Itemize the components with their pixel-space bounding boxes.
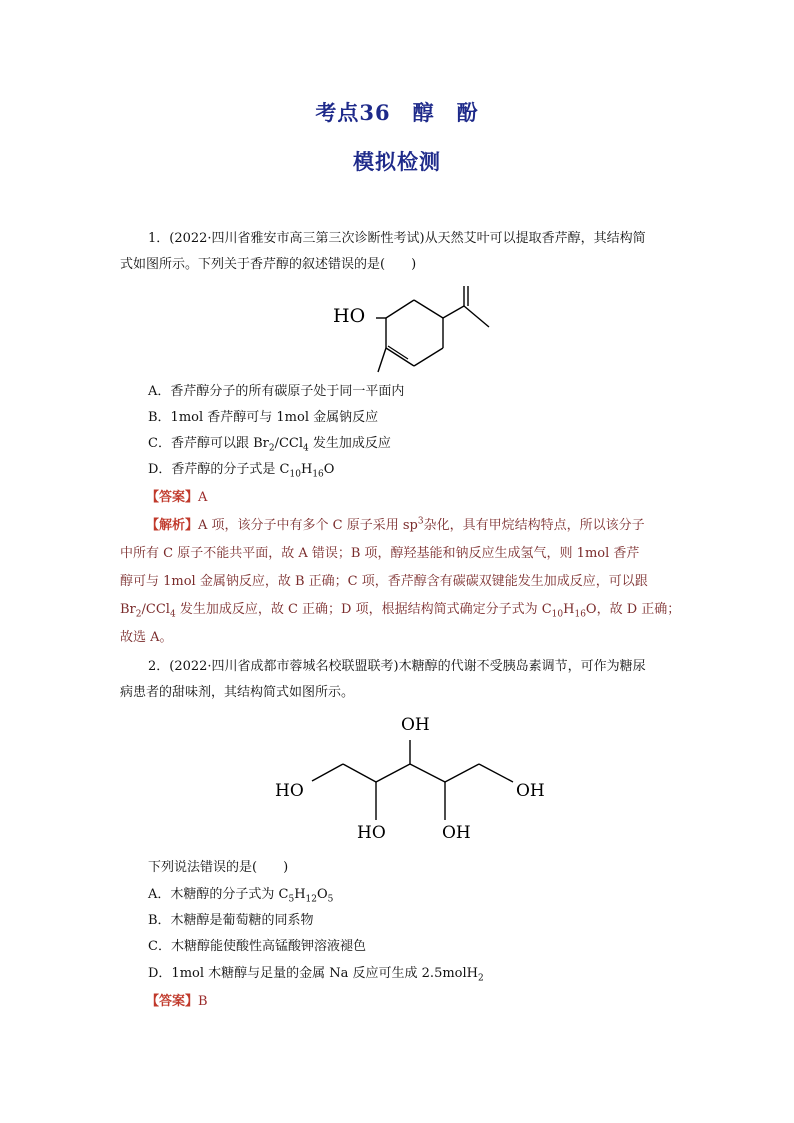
q2-option-b: B．木糖醇是葡萄糖的同系物 <box>148 913 314 928</box>
q2-stem-line2: 病患者的甜味剂，其结构简式如图所示。 <box>120 685 355 700</box>
q2-option-a: A．木糖醇的分子式为 $C_5H_{12}O_5$ <box>148 887 334 905</box>
q1-option-a: A．香芹醇分子的所有碳原子处于同一平面内 <box>148 384 405 399</box>
q2-option-c: C．木糖醇能使酸性高锰酸钾溶液褪色 <box>148 939 366 954</box>
q2-answer: 【答案】B <box>146 994 208 1009</box>
q1-option-c: C．香芹醇可以跟 $Br_2/CCl_4$ 发生加成反应 <box>148 436 391 454</box>
q2-stem-line1: 2．(2022·四川省成都市蓉城名校联盟联考)木糖醇的代谢不受胰岛素调节，可作为糖尿 <box>148 659 646 674</box>
q1-stem-line1: 1．(2022·四川省雅安市高三第三次诊断性考试)从天然艾叶可以提取香芹醇，其结构简 <box>148 231 646 246</box>
q1-ho-label: HO <box>333 305 366 327</box>
q1-explanation-line2: 中所有 C 原子不能共平面，故 A 错误；B 项，醇羟基能和钠反应生成氢气，则 1mol 香芹 <box>120 546 640 561</box>
q2-ho-bottom-label: HO <box>357 823 386 843</box>
page-title: 考点36 醇 酚 <box>315 100 479 125</box>
page-subtitle: 模拟检测 <box>353 149 441 174</box>
q2-oh-bottom-label: OH <box>442 823 471 843</box>
q2-oh-right-label: OH <box>516 781 545 801</box>
q2-oh-top-label: OH <box>401 715 430 735</box>
q2-option-d: D．1mol 木糖醇与足量的金属 Na 反应可生成 2.5molH$_2$ <box>148 966 484 984</box>
q1-explanation-line3: 醇可与 1mol 金属钠反应，故 B 正确；C 项，香芹醇含有碳碳双键能发生加成反应，可以跟 <box>120 574 648 589</box>
q2-ho-left-label: HO <box>275 781 304 801</box>
q1-explanation-line5: 故选 A。 <box>120 630 173 645</box>
q1-explanation-line4: $Br_2/CCl_4$ 发生加成反应，故 C 正确；D 项，根据结构简式确定分子式为 $C_{10}H_{16}O$，故 D 正确； <box>120 602 681 620</box>
q2-question: 下列说法错误的是( ) <box>148 860 289 875</box>
q1-option-b: B．1mol 香芹醇可与 1mol 金属钠反应 <box>148 410 379 425</box>
q1-explanation-line1: 【解析】A 项，该分子中有多个 C 原子采用 $sp^3$杂化，具有甲烷结构特点，所以该分子 <box>146 516 645 533</box>
q1-option-d: D．香芹醇的分子式是 $C_{10}H_{16}O$ <box>148 462 335 480</box>
q1-stem-line2: 式如图所示。下列关于香芹醇的叙述错误的是( ) <box>120 257 417 272</box>
q1-answer: 【答案】A <box>146 490 208 505</box>
